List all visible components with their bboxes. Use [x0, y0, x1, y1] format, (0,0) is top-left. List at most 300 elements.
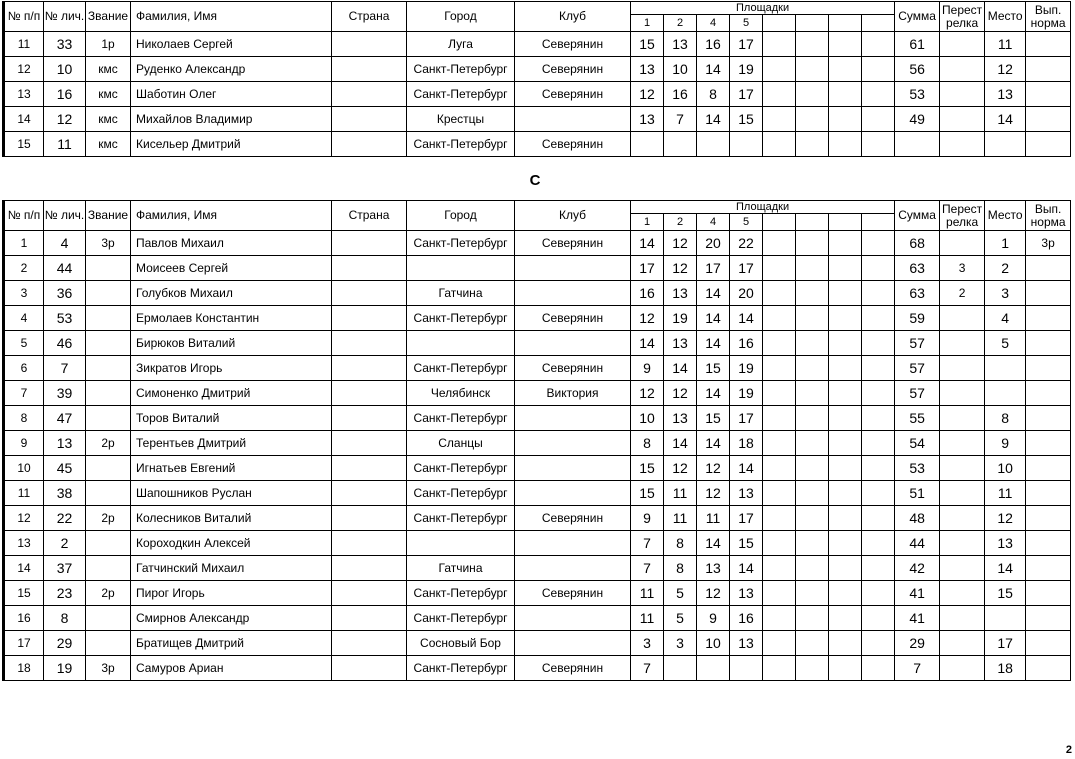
site-score-cell: [763, 656, 796, 681]
table-row: [4, 256, 1071, 281]
site-score-cell: [829, 356, 862, 381]
city-cell: Санкт-Петербург: [407, 606, 515, 631]
site-score-cell: [796, 256, 829, 281]
header-bib: № лич.: [44, 201, 86, 231]
header-place: Место: [985, 201, 1026, 231]
city-cell: Гатчина: [407, 281, 515, 306]
site-score-cell: [829, 381, 862, 406]
table-row: [4, 581, 1071, 606]
site-score-cell: [862, 581, 895, 606]
site-score-cell: 19: [664, 306, 697, 331]
site-score-cell: [763, 132, 796, 157]
country-cell: [332, 381, 407, 406]
site-score-cell: 13: [631, 57, 664, 82]
athlete-name-cell: Руденко Александр: [131, 57, 332, 82]
place-cell: 9: [985, 431, 1026, 456]
city-cell: Челябинск: [407, 381, 515, 406]
site-score-cell: [763, 231, 796, 256]
site-score-cell: [829, 656, 862, 681]
header-reweigh: Перест релка: [940, 2, 985, 32]
site-score-cell: [862, 381, 895, 406]
bib-number-cell: 16: [44, 82, 86, 107]
athlete-name-cell: Бирюков Виталий: [131, 331, 332, 356]
site-score-cell: [829, 256, 862, 281]
site-score-cell: 14: [730, 556, 763, 581]
row-number-cell: 16: [4, 606, 44, 631]
site-score-cell: 20: [730, 281, 763, 306]
reweigh-cell: [940, 481, 985, 506]
site-score-cell: [763, 506, 796, 531]
site-score-cell: [796, 656, 829, 681]
header-site: [796, 214, 829, 231]
rank-cell: [86, 281, 131, 306]
city-cell: [407, 531, 515, 556]
reweigh-cell: [940, 331, 985, 356]
section-label: С: [529, 172, 541, 189]
table-row: [4, 606, 1071, 631]
reweigh-cell: [940, 132, 985, 157]
header-site: [763, 214, 796, 231]
site-score-cell: 14: [631, 331, 664, 356]
rank-cell: 3р: [86, 656, 131, 681]
table-row: [4, 82, 1071, 107]
site-score-cell: 18: [730, 431, 763, 456]
site-score-cell: [796, 32, 829, 57]
site-score-cell: [862, 32, 895, 57]
norm-cell: [1026, 132, 1071, 157]
site-score-cell: 8: [697, 82, 730, 107]
site-score-cell: 15: [631, 456, 664, 481]
site-score-cell: 14: [697, 331, 730, 356]
row-number-cell: 14: [4, 556, 44, 581]
site-score-cell: 3: [631, 631, 664, 656]
bib-number-cell: 13: [44, 431, 86, 456]
athlete-name-cell: Короходкин Алексей: [131, 531, 332, 556]
club-cell: Северянин: [515, 306, 631, 331]
place-cell: [985, 132, 1026, 157]
norm-cell: [1026, 256, 1071, 281]
header-site: 1: [631, 214, 664, 231]
site-score-cell: 14: [697, 431, 730, 456]
row-number-cell: 9: [4, 431, 44, 456]
site-score-cell: [829, 631, 862, 656]
site-score-cell: [862, 57, 895, 82]
place-cell: 14: [985, 107, 1026, 132]
country-cell: [332, 256, 407, 281]
reweigh-cell: [940, 606, 985, 631]
site-score-cell: 12: [664, 231, 697, 256]
site-score-cell: 12: [697, 456, 730, 481]
sum-cell: 41: [895, 606, 940, 631]
site-score-cell: [829, 556, 862, 581]
athlete-name-cell: Братищев Дмитрий: [131, 631, 332, 656]
city-cell: Санкт-Петербург: [407, 57, 515, 82]
sum-cell: [895, 132, 940, 157]
athlete-name-cell: Кисельер Дмитрий: [131, 132, 332, 157]
site-score-cell: 13: [631, 107, 664, 132]
site-score-cell: [763, 456, 796, 481]
site-score-cell: [829, 506, 862, 531]
city-cell: Санкт-Петербург: [407, 231, 515, 256]
page-number: 2: [1065, 744, 1072, 756]
athlete-name-cell: Пирог Игорь: [131, 581, 332, 606]
rank-cell: [86, 256, 131, 281]
club-cell: Северянин: [515, 82, 631, 107]
site-score-cell: [796, 456, 829, 481]
site-score-cell: 3: [664, 631, 697, 656]
site-score-cell: 15: [730, 531, 763, 556]
norm-cell: [1026, 107, 1071, 132]
club-cell: [515, 481, 631, 506]
site-score-cell: [862, 132, 895, 157]
site-score-cell: [664, 656, 697, 681]
sum-cell: 48: [895, 506, 940, 531]
site-score-cell: [829, 82, 862, 107]
site-score-cell: [829, 132, 862, 157]
sum-cell: 51: [895, 481, 940, 506]
place-cell: 13: [985, 82, 1026, 107]
site-score-cell: 16: [631, 281, 664, 306]
bib-number-cell: 44: [44, 256, 86, 281]
city-cell: [407, 256, 515, 281]
city-cell: Санкт-Петербург: [407, 306, 515, 331]
header-place: Место: [985, 2, 1026, 32]
site-score-cell: 5: [664, 581, 697, 606]
site-score-cell: 17: [631, 256, 664, 281]
rank-cell: кмс: [86, 132, 131, 157]
bib-number-cell: 36: [44, 281, 86, 306]
country-cell: [332, 631, 407, 656]
bib-number-cell: 38: [44, 481, 86, 506]
header-site: [862, 214, 895, 231]
site-score-cell: [862, 107, 895, 132]
row-number-cell: 4: [4, 306, 44, 331]
site-score-cell: [829, 306, 862, 331]
site-score-cell: 19: [730, 57, 763, 82]
site-score-cell: 8: [664, 556, 697, 581]
site-score-cell: 16: [664, 82, 697, 107]
site-score-cell: [763, 306, 796, 331]
bib-number-cell: 11: [44, 132, 86, 157]
athlete-name-cell: Павлов Михаил: [131, 231, 332, 256]
header-norm: Вып. норма: [1026, 201, 1071, 231]
site-score-cell: [862, 256, 895, 281]
sum-cell: 42: [895, 556, 940, 581]
site-score-cell: [862, 306, 895, 331]
rank-cell: 2р: [86, 581, 131, 606]
site-score-cell: [829, 32, 862, 57]
row-number-cell: 1: [4, 231, 44, 256]
club-cell: Северянин: [515, 506, 631, 531]
place-cell: 18: [985, 656, 1026, 681]
site-score-cell: 10: [631, 406, 664, 431]
sum-cell: 7: [895, 656, 940, 681]
bib-number-cell: 22: [44, 506, 86, 531]
place-cell: 1: [985, 231, 1026, 256]
place-cell: [985, 381, 1026, 406]
table-row: [4, 381, 1071, 406]
athlete-name-cell: Николаев Сергей: [131, 32, 332, 57]
reweigh-cell: [940, 556, 985, 581]
norm-cell: [1026, 656, 1071, 681]
site-score-cell: [763, 356, 796, 381]
place-cell: 12: [985, 57, 1026, 82]
header-sites: Площадки: [631, 201, 895, 214]
city-cell: Санкт-Петербург: [407, 356, 515, 381]
club-cell: Северянин: [515, 32, 631, 57]
reweigh-cell: [940, 306, 985, 331]
header-name: Фамилия, Имя: [131, 2, 332, 32]
header-sum: Сумма: [895, 2, 940, 32]
site-score-cell: 17: [730, 256, 763, 281]
site-score-cell: 17: [730, 506, 763, 531]
header-site: [829, 214, 862, 231]
sum-cell: 61: [895, 32, 940, 57]
table-row: [4, 57, 1071, 82]
site-score-cell: [796, 356, 829, 381]
site-score-cell: 22: [730, 231, 763, 256]
rank-cell: [86, 406, 131, 431]
header-club: Клуб: [515, 2, 631, 32]
sum-cell: 57: [895, 356, 940, 381]
place-cell: [985, 356, 1026, 381]
site-score-cell: [829, 406, 862, 431]
site-score-cell: 16: [730, 331, 763, 356]
city-cell: Санкт-Петербург: [407, 506, 515, 531]
country-cell: [332, 581, 407, 606]
site-score-cell: [862, 531, 895, 556]
reweigh-cell: 2: [940, 281, 985, 306]
site-score-cell: 17: [730, 406, 763, 431]
site-score-cell: [829, 107, 862, 132]
site-score-cell: [829, 606, 862, 631]
city-cell: Санкт-Петербург: [407, 132, 515, 157]
site-score-cell: 14: [697, 381, 730, 406]
club-cell: Северянин: [515, 656, 631, 681]
site-score-cell: [862, 431, 895, 456]
header-club: Клуб: [515, 201, 631, 231]
site-score-cell: 9: [631, 356, 664, 381]
results-table-group-1: [2, 1, 1071, 157]
header-bib: № лич.: [44, 2, 86, 32]
site-score-cell: [796, 581, 829, 606]
club-cell: [515, 606, 631, 631]
norm-cell: [1026, 481, 1071, 506]
site-score-cell: [862, 231, 895, 256]
rank-cell: [86, 331, 131, 356]
bib-number-cell: 2: [44, 531, 86, 556]
header-city: Город: [407, 2, 515, 32]
country-cell: [332, 331, 407, 356]
table-row: [4, 481, 1071, 506]
header-site: 4: [697, 214, 730, 231]
rank-cell: [86, 531, 131, 556]
rank-cell: кмс: [86, 82, 131, 107]
row-number-cell: 18: [4, 656, 44, 681]
site-score-cell: 16: [697, 32, 730, 57]
rank-cell: 2р: [86, 431, 131, 456]
athlete-name-cell: Михайлов Владимир: [131, 107, 332, 132]
athlete-name-cell: Симоненко Дмитрий: [131, 381, 332, 406]
site-score-cell: 8: [631, 431, 664, 456]
club-cell: [515, 406, 631, 431]
club-cell: Северянин: [515, 231, 631, 256]
site-score-cell: [862, 606, 895, 631]
bib-number-cell: 37: [44, 556, 86, 581]
bib-number-cell: 19: [44, 656, 86, 681]
site-score-cell: 15: [631, 32, 664, 57]
site-score-cell: 13: [730, 481, 763, 506]
header-sum: Сумма: [895, 201, 940, 231]
row-number-cell: 13: [4, 82, 44, 107]
country-cell: [332, 531, 407, 556]
site-score-cell: 14: [730, 456, 763, 481]
country-cell: [332, 656, 407, 681]
place-cell: 4: [985, 306, 1026, 331]
reweigh-cell: [940, 57, 985, 82]
sum-cell: 44: [895, 531, 940, 556]
bib-number-cell: 46: [44, 331, 86, 356]
table-row: [4, 456, 1071, 481]
site-score-cell: [763, 631, 796, 656]
sum-cell: 63: [895, 256, 940, 281]
city-cell: Сланцы: [407, 431, 515, 456]
site-score-cell: 11: [631, 581, 664, 606]
site-score-cell: 7: [631, 531, 664, 556]
sum-cell: 57: [895, 331, 940, 356]
club-cell: Северянин: [515, 57, 631, 82]
site-score-cell: 14: [697, 531, 730, 556]
site-score-cell: 14: [697, 107, 730, 132]
site-score-cell: [862, 506, 895, 531]
site-score-cell: [796, 231, 829, 256]
site-score-cell: [763, 531, 796, 556]
site-score-cell: 11: [697, 506, 730, 531]
reweigh-cell: [940, 231, 985, 256]
city-cell: Санкт-Петербург: [407, 656, 515, 681]
table-row: [4, 132, 1071, 157]
site-score-cell: 17: [730, 32, 763, 57]
table-row: [4, 556, 1071, 581]
table-row: [4, 331, 1071, 356]
sum-cell: 56: [895, 57, 940, 82]
club-cell: [515, 431, 631, 456]
site-score-cell: [796, 82, 829, 107]
sum-cell: 55: [895, 406, 940, 431]
reweigh-cell: [940, 356, 985, 381]
norm-cell: [1026, 506, 1071, 531]
club-cell: [515, 456, 631, 481]
reweigh-cell: [940, 32, 985, 57]
site-score-cell: [829, 57, 862, 82]
table-row: [4, 506, 1071, 531]
rank-cell: 1р: [86, 32, 131, 57]
header-site: [829, 15, 862, 32]
athlete-name-cell: Голубков Михаил: [131, 281, 332, 306]
athlete-name-cell: Зикратов Игорь: [131, 356, 332, 381]
site-score-cell: [862, 556, 895, 581]
header-name: Фамилия, Имя: [131, 201, 332, 231]
site-score-cell: 14: [664, 431, 697, 456]
city-cell: Санкт-Петербург: [407, 406, 515, 431]
site-score-cell: 14: [631, 231, 664, 256]
site-score-cell: 12: [631, 381, 664, 406]
place-cell: 15: [985, 581, 1026, 606]
site-score-cell: 17: [697, 256, 730, 281]
site-score-cell: [763, 256, 796, 281]
sum-cell: 59: [895, 306, 940, 331]
table-row: [4, 406, 1071, 431]
header-site: 1: [631, 15, 664, 32]
bib-number-cell: 45: [44, 456, 86, 481]
sum-cell: 49: [895, 107, 940, 132]
club-cell: [515, 631, 631, 656]
row-number-cell: 3: [4, 281, 44, 306]
reweigh-cell: [940, 531, 985, 556]
row-number-cell: 12: [4, 506, 44, 531]
site-score-cell: 14: [697, 281, 730, 306]
site-score-cell: [829, 456, 862, 481]
country-cell: [332, 456, 407, 481]
norm-cell: [1026, 431, 1071, 456]
site-score-cell: [829, 331, 862, 356]
athlete-name-cell: Шаботин Олег: [131, 82, 332, 107]
site-score-cell: [796, 406, 829, 431]
reweigh-cell: [940, 107, 985, 132]
place-cell: 17: [985, 631, 1026, 656]
rank-cell: [86, 356, 131, 381]
site-score-cell: 7: [631, 656, 664, 681]
header-site: 2: [664, 214, 697, 231]
sum-cell: 68: [895, 231, 940, 256]
athlete-name-cell: Терентьев Дмитрий: [131, 431, 332, 456]
sum-cell: 63: [895, 281, 940, 306]
site-score-cell: [796, 431, 829, 456]
country-cell: [332, 231, 407, 256]
header-rank: Звание: [86, 2, 131, 32]
site-score-cell: 15: [697, 406, 730, 431]
row-number-cell: 13: [4, 531, 44, 556]
row-number-cell: 17: [4, 631, 44, 656]
athlete-name-cell: Торов Виталий: [131, 406, 332, 431]
rank-cell: [86, 481, 131, 506]
site-score-cell: 12: [664, 456, 697, 481]
place-cell: 8: [985, 406, 1026, 431]
place-cell: 5: [985, 331, 1026, 356]
athlete-name-cell: Смирнов Александр: [131, 606, 332, 631]
athlete-name-cell: Гатчинский Михаил: [131, 556, 332, 581]
place-cell: 11: [985, 32, 1026, 57]
country-cell: [332, 57, 407, 82]
city-cell: Санкт-Петербург: [407, 581, 515, 606]
athlete-name-cell: Шапошников Руслан: [131, 481, 332, 506]
athlete-name-cell: Колесников Виталий: [131, 506, 332, 531]
club-cell: Северянин: [515, 356, 631, 381]
row-number-cell: 12: [4, 57, 44, 82]
row-number-cell: 14: [4, 107, 44, 132]
site-score-cell: 14: [697, 57, 730, 82]
site-score-cell: 14: [730, 306, 763, 331]
sum-cell: 29: [895, 631, 940, 656]
site-score-cell: 13: [730, 631, 763, 656]
site-score-cell: [664, 132, 697, 157]
site-score-cell: 7: [631, 556, 664, 581]
reweigh-cell: [940, 581, 985, 606]
header-site: [862, 15, 895, 32]
site-score-cell: [763, 606, 796, 631]
rank-cell: кмс: [86, 57, 131, 82]
site-score-cell: 13: [697, 556, 730, 581]
